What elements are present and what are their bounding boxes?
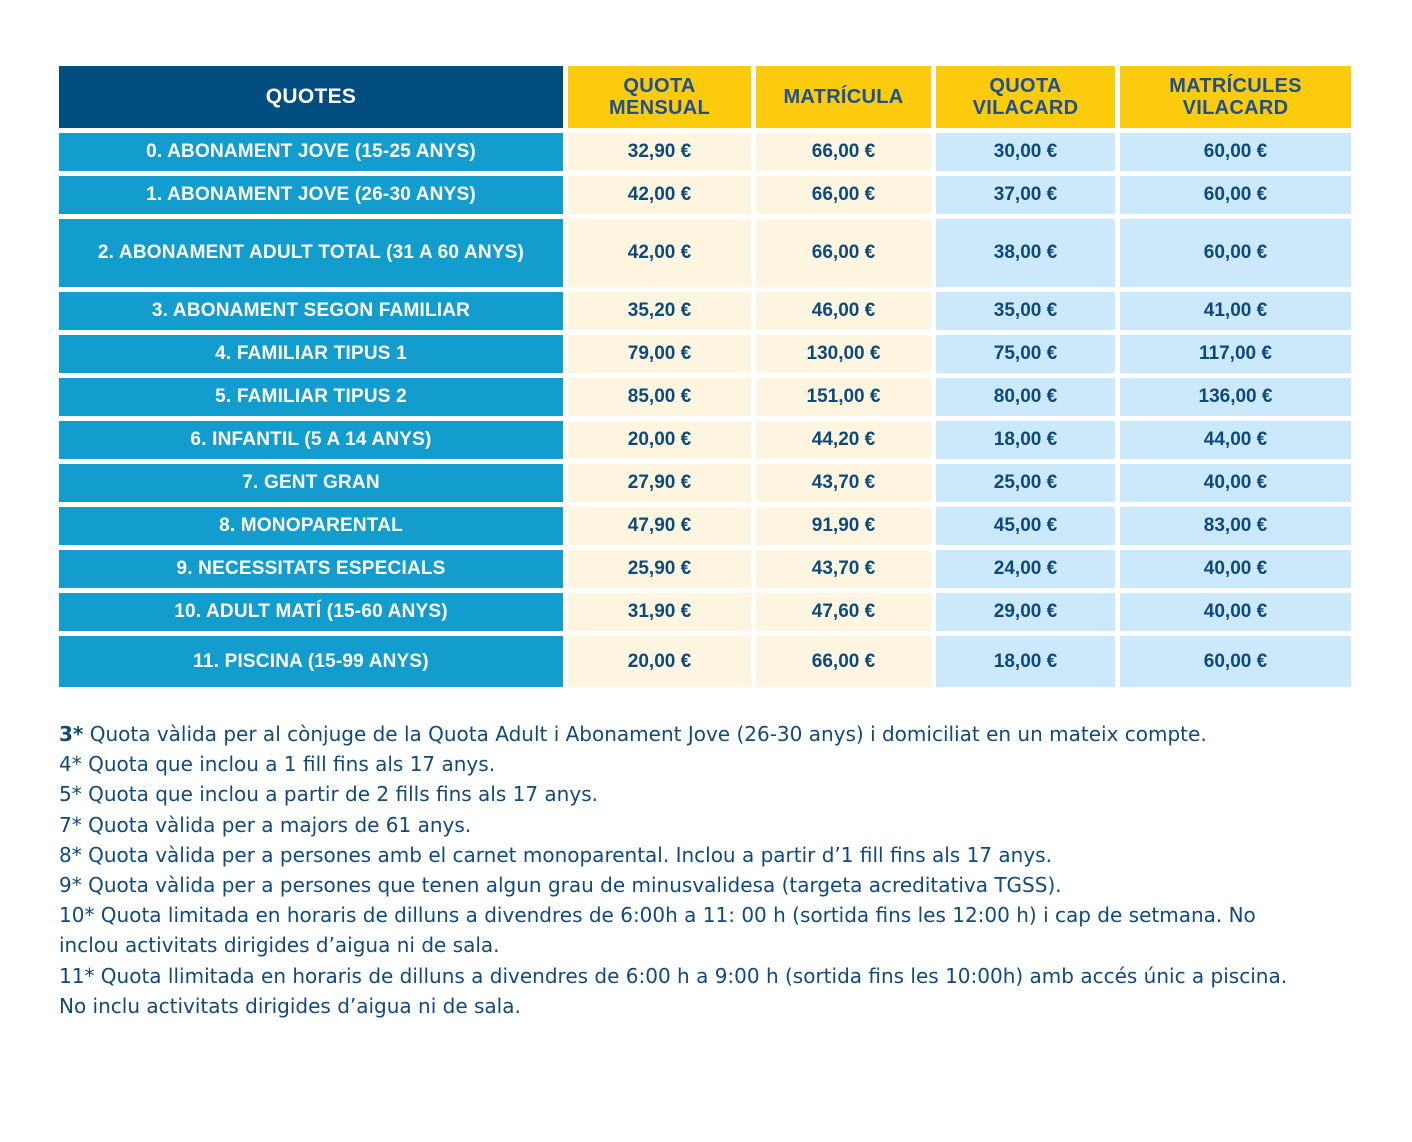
header-matricules-vilacard: MATRÍCULES VILACARD: [1120, 66, 1351, 128]
matricula-cell: 43,70 €: [756, 550, 931, 588]
quota-vilacard-cell: 38,00 €: [936, 219, 1115, 287]
fee-table: [59, 66, 1351, 687]
membership-name: 5. FAMILIAR TIPUS 2: [59, 378, 563, 416]
matricula-cell: 66,00 €: [756, 636, 931, 687]
matricules-vilacard-cell: 136,00 €: [1120, 378, 1351, 416]
footnote-text: Quota vàlida per a persones amb el carnet monoparental. Inclou a partir d’1 fill fins als 17 anys.: [81, 842, 1052, 867]
quota-mensual-cell: 35,20 €: [568, 292, 751, 330]
matricula-cell: 91,90 €: [756, 507, 931, 545]
matricules-vilacard-cell: 40,00 €: [1120, 550, 1351, 588]
membership-name: 6. INFANTIL (5 A 14 ANYS): [59, 421, 563, 459]
matricules-vilacard-cell: 117,00 €: [1120, 335, 1351, 373]
matricules-vilacard-cell: 60,00 €: [1120, 176, 1351, 214]
footnote: [59, 961, 1319, 1021]
membership-name: 7. GENT GRAN: [59, 464, 563, 502]
quota-mensual-cell: 27,90 €: [568, 464, 751, 502]
quota-vilacard-cell: 24,00 €: [936, 550, 1115, 588]
membership-name: 2. ABONAMENT ADULT TOTAL (31 A 60 ANYS): [59, 219, 563, 287]
footnote-marker: 10*: [59, 903, 95, 928]
quota-vilacard-cell: 18,00 €: [936, 636, 1115, 687]
quota-vilacard-cell: 30,00 €: [936, 133, 1115, 171]
quota-vilacard-cell: 37,00 €: [936, 176, 1115, 214]
footnote: [59, 749, 1319, 779]
matricula-cell: 130,00 €: [756, 335, 931, 373]
quota-mensual-cell: 85,00 €: [568, 378, 751, 416]
quota-mensual-cell: 42,00 €: [568, 176, 751, 214]
matricula-cell: 66,00 €: [756, 133, 931, 171]
matricula-cell: 44,20 €: [756, 421, 931, 459]
matricula-cell: 66,00 €: [756, 176, 931, 214]
membership-name: 9. NECESSITATS ESPECIALS: [59, 550, 563, 588]
header-quotes: QUOTES: [59, 66, 563, 128]
quota-mensual-cell: 32,90 €: [568, 133, 751, 171]
footnote-marker: 5*: [59, 782, 82, 807]
footnote-text: Quota vàlida per al cònjuge de la Quota Adult i Abonament Jove (26-30 anys) i domiciliat en un mateix compte.: [83, 722, 1207, 746]
quota-mensual-cell: 25,90 €: [568, 550, 751, 588]
footnote: [59, 870, 1319, 900]
header-quota-vilacard: QUOTA VILACARD: [936, 66, 1115, 128]
footnote-marker: 4*: [59, 752, 82, 777]
matricula-cell: 66,00 €: [756, 219, 931, 287]
membership-name: 10. ADULT MATÍ (15-60 ANYS): [59, 593, 563, 631]
quota-vilacard-cell: 80,00 €: [936, 378, 1115, 416]
quota-mensual-cell: 20,00 €: [568, 636, 751, 687]
quota-mensual-cell: 47,90 €: [568, 507, 751, 545]
footnote-marker: 8*: [59, 842, 82, 867]
matricules-vilacard-cell: 60,00 €: [1120, 133, 1351, 171]
matricula-cell: 43,70 €: [756, 464, 931, 502]
matricules-vilacard-cell: 41,00 €: [1120, 292, 1351, 330]
membership-name: 4. FAMILIAR TIPUS 1: [59, 335, 563, 373]
footnote-text: Quota vàlida per a majors de 61 anys.: [81, 812, 472, 837]
membership-name: 8. MONOPARENTAL: [59, 507, 563, 545]
matricules-vilacard-cell: 83,00 €: [1120, 507, 1351, 545]
membership-name: 11. PISCINA (15-99 ANYS): [59, 636, 563, 687]
membership-name: 0. ABONAMENT JOVE (15-25 ANYS): [59, 133, 563, 171]
membership-name: 1. ABONAMENT JOVE (26-30 ANYS): [59, 176, 563, 214]
quota-vilacard-cell: 45,00 €: [936, 507, 1115, 545]
quota-vilacard-cell: 29,00 €: [936, 593, 1115, 631]
matricula-cell: 47,60 €: [756, 593, 931, 631]
footnote-text: Quota llimitada en horaris de dilluns a divendres de 6:00 h a 9:00 h (sortida fins les 10:00h) amb accés únic a piscina. No inclu activitats dirigides d’aigua ni de sala.: [59, 963, 1288, 1018]
footnote-marker: 9*: [59, 873, 82, 898]
header-matricula: MATRÍCULA: [756, 66, 931, 128]
footnote: [59, 900, 1319, 960]
footnote-marker: 7*: [59, 812, 82, 837]
footnote: [59, 840, 1319, 870]
header-quota-mensual: QUOTA MENSUAL: [568, 66, 751, 128]
footnote-marker: 11*: [59, 963, 95, 988]
quota-mensual-cell: 20,00 €: [568, 421, 751, 459]
quota-vilacard-cell: 25,00 €: [936, 464, 1115, 502]
footnote-marker: 3*: [59, 722, 84, 746]
matricules-vilacard-cell: 40,00 €: [1120, 593, 1351, 631]
footnote-text: Quota que inclou a 1 fill fins als 17 anys.: [81, 752, 496, 777]
matricules-vilacard-cell: 44,00 €: [1120, 421, 1351, 459]
footnote-text: Quota que inclou a partir de 2 fills fins als 17 anys.: [81, 782, 598, 807]
matricules-vilacard-cell: 60,00 €: [1120, 219, 1351, 287]
quota-mensual-cell: 79,00 €: [568, 335, 751, 373]
footnotes: [59, 719, 1319, 1021]
quota-vilacard-cell: 18,00 €: [936, 421, 1115, 459]
matricula-cell: 151,00 €: [756, 378, 931, 416]
matricules-vilacard-cell: 40,00 €: [1120, 464, 1351, 502]
footnote-text: Quota vàlida per a persones que tenen algun grau de minusvalidesa (targeta acreditativa TGSS).: [81, 873, 1062, 898]
footnote: [59, 779, 1319, 809]
footnote: [59, 719, 1319, 749]
footnote-text: Quota limitada en horaris de dilluns a divendres de 6:00h a 11: 00 h (sortida fins les 12:00 h) i cap de setmana. No inclou activitats dirigides d’aigua ni de sala.: [59, 903, 1256, 958]
footnote: [59, 810, 1319, 840]
matricula-cell: 46,00 €: [756, 292, 931, 330]
quota-mensual-cell: 31,90 €: [568, 593, 751, 631]
membership-name: 3. ABONAMENT SEGON FAMILIAR: [59, 292, 563, 330]
quota-mensual-cell: 42,00 €: [568, 219, 751, 287]
matricules-vilacard-cell: 60,00 €: [1120, 636, 1351, 687]
quota-vilacard-cell: 75,00 €: [936, 335, 1115, 373]
quota-vilacard-cell: 35,00 €: [936, 292, 1115, 330]
